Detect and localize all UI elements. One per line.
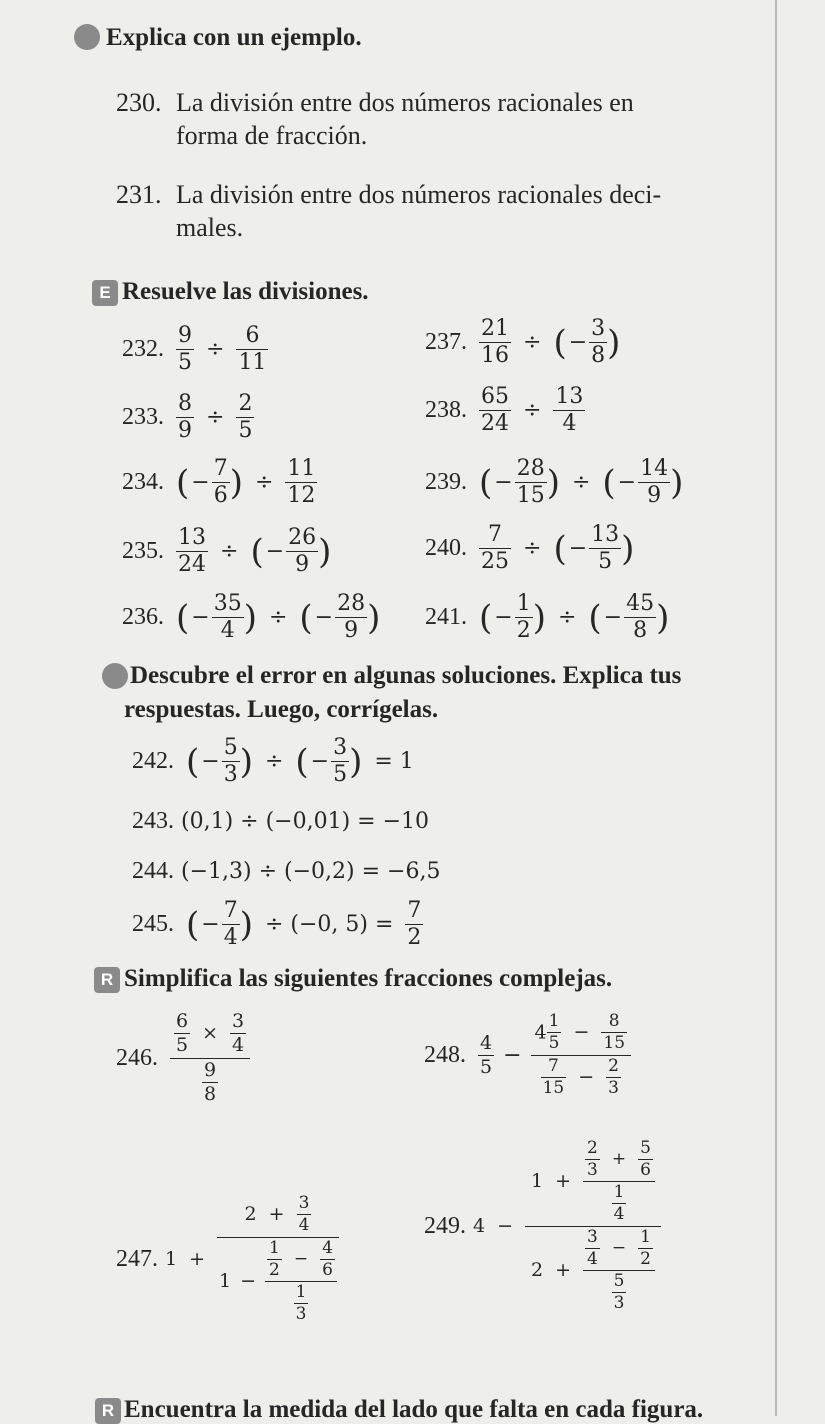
bullet-icon [102, 663, 128, 689]
exercise-234: 234. (− $\frac{7}{6}$ ) ÷ $\frac{11}{12}$ [122, 456, 316, 508]
item-231-line2: males. [176, 213, 244, 242]
exercise-246: 246. $\frac{6}{5}$ × $\frac{3}{4}$ $\frac{9}{8}$ [116, 1012, 250, 1104]
section-e-title: Resuelve las divisiones. [122, 278, 369, 305]
exercise-244-expression: (−1,3) ÷ (−0,2) = −6,5 [181, 859, 441, 884]
section-e-badge: E [92, 280, 118, 306]
exercise-242: 242. (− $\frac{5}{3}$ ) ÷ (− $\frac{3}{5}$ ) = 1 [132, 735, 414, 787]
exercise-238: 238. $\frac{65}{24}$ ÷ $\frac{13}{4}$ [425, 384, 584, 436]
exercise-232: 232. $\frac{9}{5}$ ÷ $\frac{6}{11}$ [122, 323, 267, 375]
section-r-badge: R [94, 967, 120, 993]
exercise-number: 232. [122, 336, 164, 362]
item-230-line2: forma de fracción. [176, 121, 368, 150]
exercise-247: 247. 1 + 2 + $\frac{3}{4}$ 1 − $\frac{1}{2}$ − $\frac{4}{6}$ $\frac{1}{3}$ [116, 1195, 339, 1323]
page-edge-line [775, 0, 777, 1416]
exercise-241: 241. (− $\frac{1}{2}$ ) ÷ (− $\frac{45}{8}$ ) [425, 591, 670, 643]
section-error-title: Descubre el error en algunas soluciones. Explica tus [130, 662, 682, 689]
exercise-248: 248. $\frac{4}{5}$ − 4 $\frac{1}{5}$ − $\frac{8}{15}$ $\frac{7}{15}$ − $\frac{2}{3}$ [424, 1013, 631, 1097]
exercise-243: 243. (0,1) ÷ (−0,01) = −10 [132, 808, 430, 834]
exercise-237: 237. $\frac{21}{16}$ ÷ (− $\frac{3}{8}$ ) [425, 316, 621, 368]
exercise-233: 233. $\frac{8}{9}$ ÷ $\frac{2}{5}$ [122, 391, 253, 443]
item-231-number: 231. [116, 180, 162, 209]
exercise-249: 249. 4 − 1 + $\frac{2}{3}$ + $\frac{5}{6}$ $\frac{1}{4}$ 2 + $\frac{3}{4}$ − $\frac{1}{2}$ $\frac{5}{3}$ [424, 1140, 661, 1312]
item-230-number: 230. [116, 88, 162, 117]
exercise-239: 239. (− $\frac{28}{15}$ ) ÷ (− $\frac{14}{9}$ ) [425, 456, 684, 508]
item-231-line1: La división entre dos números racionales deci- [176, 180, 662, 209]
item-230-line1: La división entre dos números racionales en [176, 88, 634, 117]
exercise-236: 236. (− $\frac{35}{4}$ ) ÷ (− $\frac{28}{9}$ ) [122, 591, 381, 643]
exercise-240: 240. $\frac{7}{25}$ ÷ (− $\frac{13}{5}$ ) [425, 522, 635, 574]
section-error-title-line2: respuestas. Luego, corrígelas. [124, 696, 439, 723]
section-r-title: Simplifica las siguientes fracciones complejas. [124, 965, 613, 992]
intro-instruction: Explica con un ejemplo. [106, 24, 362, 51]
exercise-235: 235. $\frac{13}{24}$ ÷ (− $\frac{26}{9}$ ) [122, 525, 332, 577]
bullet-icon [74, 24, 100, 50]
exercise-244: 244. (−1,3) ÷ (−0,2) = −6,5 [132, 858, 441, 884]
exercise-243-expression: (0,1) ÷ (−0,01) = −10 [181, 809, 430, 834]
section-r2-title: Encuentra la medida del lado que falta en cada figura. [124, 1396, 704, 1423]
section-r2-badge: R [95, 1398, 121, 1424]
exercise-245: 245. (− $\frac{7}{4}$ ) ÷ (−0, 5) = $\frac{7}{2}$ [132, 898, 422, 950]
